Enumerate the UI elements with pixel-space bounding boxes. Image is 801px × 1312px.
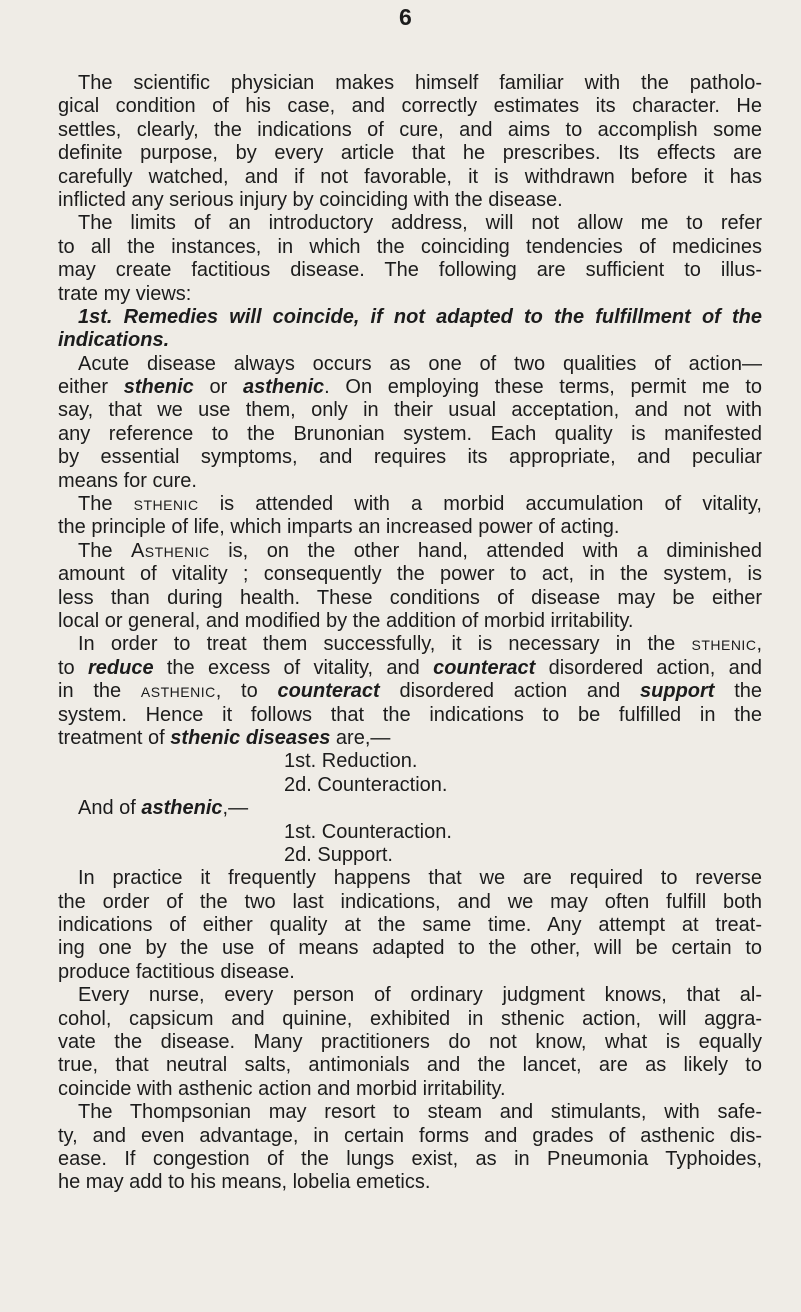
section-heading: 1st. Remedies will coincide, if not adapted to the fulfillment of the [78,305,762,328]
paragraph-line: either sthenic or asthenic. On employing these terms, permit me to [58,376,762,399]
term-counteract: counteract [433,656,536,679]
term-sthenic: sthenic [691,633,757,656]
term-asthenic: asthenic [141,797,223,820]
paragraph-line: he may add to his means, lobelia emetics. [58,1171,431,1194]
term-reduce: reduce [87,656,154,679]
paragraph-line: In order to treat them successfully, it is necessary in the sthenic, [78,633,762,656]
paragraph-line: say, that we use them, only in their usual acceptation, and not with [58,399,762,422]
term-support: support [640,680,715,703]
paragraph-line: the principle of life, which imparts an increased power of acting. [58,516,620,539]
paragraph-line: inflicted any serious injury by coinciding with the disease. [58,188,563,211]
paragraph-line: by essential symptoms, and requires its appropriate, and peculiar [58,446,762,469]
list-item: 1st. Counteraction. [284,820,452,843]
term-sthenic-diseases: sthenic diseases [170,726,331,749]
paragraph-line: The Thompsonian may resort to steam and stimulants, with safe- [78,1101,762,1124]
paragraph-line: true, that neutral salts, antimonials and the lancet, are as likely to [58,1054,762,1077]
paragraph-line: settles, clearly, the indications of cure, and aims to accomplish some [58,118,762,141]
paragraph-line: ing one by the use of means adapted to the other, will be certain to [58,937,762,960]
paragraph-line: may create factitious disease. The following are sufficient to illus- [58,259,762,282]
paragraph-line: coincide with asthenic action and morbid irritability. [58,1077,506,1100]
paragraph-line: amount of vitality ; consequently the power to act, in the system, is [58,563,762,586]
paragraph-line: The sthenic is attended with a morbid accumulation of vitality, [78,493,762,516]
paragraph-line: And of asthenic,— [78,797,249,820]
paragraph-line: indications of either quality at the same time. Any attempt at treat- [58,914,762,937]
paragraph-line: means for cure. [58,469,197,492]
paragraph-line: any reference to the Brunonian system. Each quality is manifested [58,422,762,445]
paragraph-line: treatment of sthenic diseases are,— [58,726,391,749]
paragraph-line: vate the disease. Many practitioners do not know, what is equally [58,1031,762,1054]
term-asthenic: asthenic [140,680,216,703]
term-sthenic: sthenic [123,376,194,399]
paragraph-line: local or general, and modified by the addition of morbid irritability. [58,609,634,632]
term-counteract: counteract [277,680,380,703]
paragraph-line: carefully watched, and if not favorable, it is withdrawn before it has [58,165,762,188]
body-text [58,72,762,1195]
term-asthenic: asthenic [242,376,325,399]
paragraph-line: gical condition of his case, and correctly estimates its character. He [58,95,762,118]
paragraph-line: Acute disease always occurs as one of two qualities of action— [78,352,762,375]
paragraph-line: less than during health. These conditions of disease may be either [58,586,762,609]
paragraph-line: trate my views: [58,282,192,305]
paragraph-line: Every nurse, every person of ordinary judgment knows, that al- [78,984,762,1007]
paragraph-line: to reduce the excess of vitality, and counteract disordered action, and [58,656,763,679]
list-item: 2d. Support. [284,843,393,866]
paragraph-line: to all the instances, in which the coinciding tendencies of medicines [58,235,762,258]
paragraph-line: the order of the two last indications, and we may often fulfill both [58,890,762,913]
paragraph-line: ty, and even advantage, in certain forms and grades of asthenic dis- [58,1124,762,1147]
paragraph-line: The Asthenic is, on the other hand, attended with a diminished [78,539,762,562]
list-item: 2d. Counteraction. [284,773,448,796]
paragraph-line: system. Hence it follows that the indications to be fulfilled in the [58,703,762,726]
paragraph-line: The limits of an introductory address, will not allow me to refer [78,212,762,235]
term-asthenic: Asthenic [130,539,210,562]
paragraph-line: definite purpose, by every article that he prescribes. Its effects are [58,142,762,165]
paragraph-line: ease. If congestion of the lungs exist, as in Pneumonia Typhoides, [58,1147,762,1170]
paragraph-line: in the asthenic, to counteract disordered action and support the [58,680,763,703]
section-heading: indications. [58,329,170,352]
paragraph-line: produce factitious disease. [58,960,295,983]
paragraph-line: In practice it frequently happens that we are required to reverse [78,867,762,890]
paragraph-line: The scientific physician makes himself familiar with the patholo- [78,72,762,94]
list-item: 1st. Reduction. [284,750,418,773]
page-number: 6 [399,4,412,30]
paragraph-line: cohol, capsicum and quinine, exhibited in sthenic action, will aggra- [58,1007,762,1030]
term-sthenic: sthenic [133,493,199,516]
